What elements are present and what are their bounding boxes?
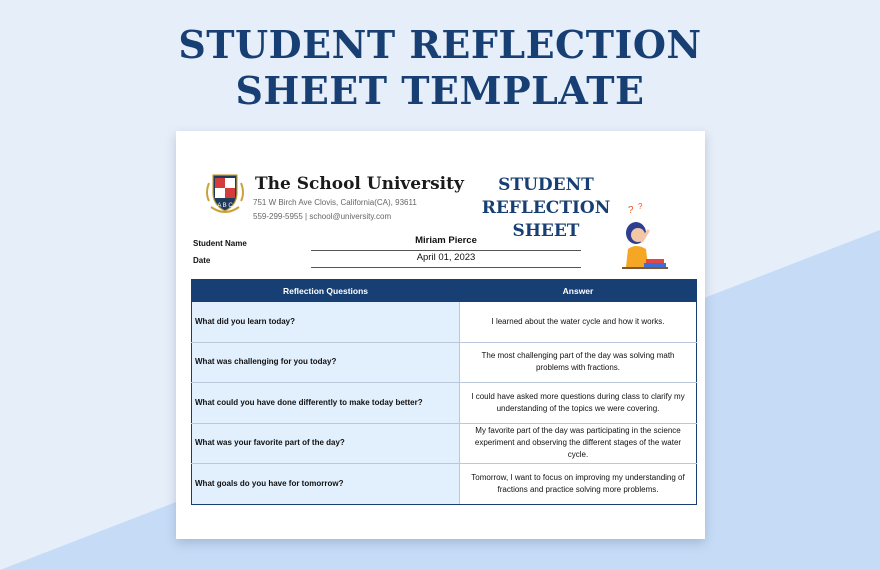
answer-cell[interactable]: The most challenging part of the day was solving math problems with fractions. xyxy=(460,342,697,383)
date-value[interactable]: April 01, 2023 xyxy=(311,252,581,268)
table-row xyxy=(192,423,697,464)
sheet-title xyxy=(456,174,636,243)
sheet-title-line2: SHEET xyxy=(512,221,580,241)
question-cell: What was your favorite part of the day? xyxy=(192,423,460,464)
header-reflection-questions: Reflection Questions xyxy=(192,280,460,302)
hero-title-line1: STUDENT REFLECTION xyxy=(178,22,702,67)
date-label: Date xyxy=(193,256,211,265)
thinking-student-illustration xyxy=(614,201,670,275)
school-contact: 559-299-5955 | school@university.com xyxy=(253,212,392,221)
header-answer: Answer xyxy=(460,280,697,302)
hero-title xyxy=(0,22,880,114)
school-address: 751 W Birch Ave Clovis, California(CA), 93611 xyxy=(253,198,417,207)
answer-cell[interactable]: I could have asked more questions during class to clarify my understanding of the topics we were covering. xyxy=(460,383,697,424)
table-header-row xyxy=(192,280,697,302)
svg-text:?: ? xyxy=(628,205,634,216)
answer-cell[interactable]: I learned about the water cycle and how it works. xyxy=(460,302,697,343)
question-cell: What was challenging for you today? xyxy=(192,342,460,383)
student-name-label: Student Name xyxy=(193,239,247,248)
svg-text:?: ? xyxy=(638,202,643,211)
table-row xyxy=(192,383,697,424)
question-cell: What did you learn today? xyxy=(192,302,460,343)
question-cell: What could you have done differently to make today better? xyxy=(192,383,460,424)
school-crest-icon xyxy=(203,171,247,217)
school-name: The School University xyxy=(255,174,464,194)
student-name-value[interactable]: Miriam Pierce xyxy=(311,235,581,251)
table-row xyxy=(192,342,697,383)
hero-title-line2: SHEET TEMPLATE xyxy=(235,68,645,113)
sheet-title-line1: STUDENT REFLECTION xyxy=(481,175,611,218)
table-row xyxy=(192,464,697,505)
question-cell: What goals do you have for tomorrow? xyxy=(192,464,460,505)
reflection-sheet xyxy=(176,131,705,539)
answer-cell[interactable]: My favorite part of the day was participating in the science experiment and observing the different stages of the water cycle. xyxy=(460,423,697,464)
answer-cell[interactable]: Tomorrow, I want to focus on improving my understanding of fractions and practice solving more problems. xyxy=(460,464,697,505)
crest-letters: A B C xyxy=(217,203,233,209)
reflection-table xyxy=(191,279,697,505)
table-row xyxy=(192,302,697,343)
